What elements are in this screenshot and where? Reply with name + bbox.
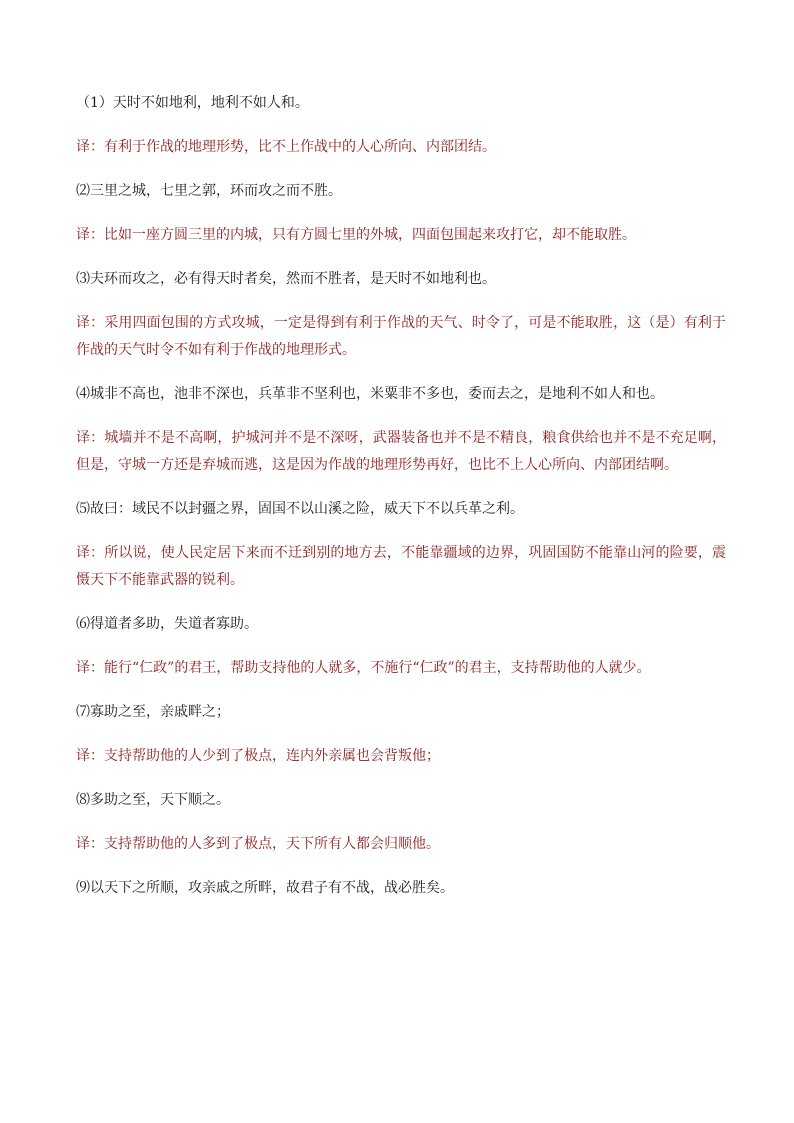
translation-line-3: 译：采用四面包围的方式攻城，一定是得到有利于作战的天气、时令了，可是不能取胜，这（是）有利于作战的天气时令不如有利于作战的地理形式。	[76, 315, 726, 358]
translation-line-8: 译：支持帮助他的人多到了极点，天下所有人都会归顺他。	[76, 836, 440, 852]
original-line-1: （1）天时不如地利，地利不如人和。	[76, 95, 309, 111]
original-line-9: ⑼以天下之所顺，攻亲戚之所畔，故君子有不战，战必胜矣。	[76, 880, 454, 896]
original-line-5: ⑸故曰：域民不以封疆之界，固国不以山溪之险，威天下不以兵革之利。	[76, 501, 524, 517]
original-line-3: ⑶夫环而攻之，必有得天时者矣，然而不胜者，是天时不如地利也。	[76, 271, 496, 287]
translation-line-6: 译：能行“仁政”的君王，帮助支持他的人就多，不施行“仁政”的君主，支持帮助他的人就少。	[76, 660, 651, 676]
original-line-6: ⑹得道者多助，失道者寡助。	[76, 616, 258, 632]
translation-line-7: 译：支持帮助他的人少到了极点，连内外亲属也会背叛他；	[76, 748, 440, 764]
translation-line-4: 译：城墙并不是不高啊，护城河并不是不深呀，武器装备也并不是不精良，粮食供给也并不是不充足啊，但是，守城一方还是弃城而逃，这是因为作战的地理形势再好，也比不上人心所向、内部团结啊。	[76, 430, 726, 473]
translation-line-1: 译：有利于作战的地理形势，比不上作战中的人心所向、内部团结。	[76, 139, 496, 155]
translation-line-2: 译：比如一座方圆三里的内城，只有方圆七里的外城，四面包围起来攻打它，却不能取胜。	[76, 227, 636, 243]
translation-line-5: 译：所以说，使人民定居下来而不迁到别的地方去，不能靠疆域的边界，巩固国防不能靠山河的险要，震慑天下不能靠武器的锐利。	[76, 545, 726, 588]
original-line-7: ⑺寡助之至，亲戚畔之；	[76, 704, 230, 720]
original-line-4: ⑷城非不高也，池非不深也，兵革非不坚利也，米粟非不多也，委而去之，是地利不如人和也。	[76, 386, 664, 402]
original-line-2: ⑵三里之城，七里之郭，环而攻之而不胜。	[76, 183, 342, 199]
document-page	[76, 90, 726, 902]
original-line-8: ⑻多助之至，天下顺之。	[76, 792, 230, 808]
